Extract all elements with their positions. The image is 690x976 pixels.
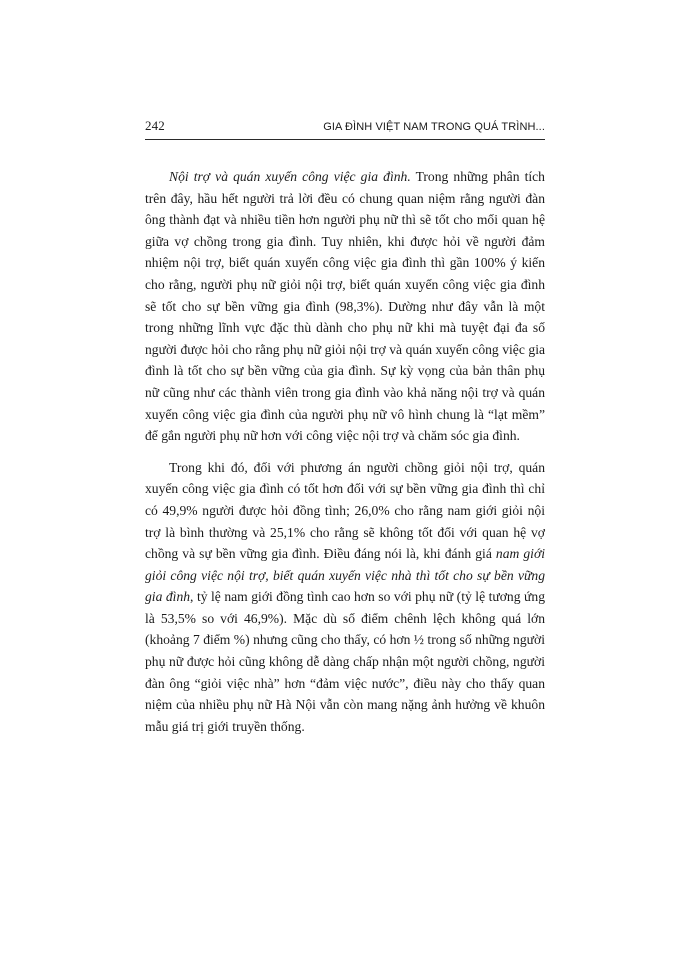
running-header — [145, 118, 545, 140]
paragraph-2-italic-phrase: nam giới giỏi công việc nội trợ, biết quán xuyến việc nhà thì tốt cho sự bền vững gia đình — [145, 546, 545, 605]
body-text — [145, 166, 545, 737]
page-number: 242 — [145, 118, 165, 133]
paragraph-1 — [145, 166, 545, 447]
paragraph-2-text-start: Trong khi đó, đối với phương án người chồng giỏi nội trợ, quán xuyến công việc gia đình có tốt hơn đối với sự bền vững gia đình thì chỉ có 49,9% người được hỏi đồng tình; 26,0% cho rằng nam giới giỏi nội trợ là bình thường và 25,1% cho rằng sẽ không tốt đối với quan hệ vợ chồng và sự bền vững gia đình. Điều đáng nói là, khi đánh giá — [145, 459, 545, 562]
paragraph-1-text: Trong những phân tích trên đây, hầu hết người trả lời đều có chung quan niệm rằng người đàn ông thành đạt và nhiều tiền hơn người phụ nữ thì sẽ tốt cho mối quan hệ giữa vợ chồng trong gia đình. Tuy nhiên, khi được hỏi về người đảm nhiệm nội trợ, biết quán xuyến công việc gia đình thì gần 100% ý kiến cho rằng, người phụ nữ giỏi nội trợ, biết quán xuyến công việc gia đình sẽ tốt cho sự bền vững gia đình (98,3%). Dường như đây vẫn là một trong những lĩnh vực đặc thù dành cho phụ nữ khi mà tuyệt đại đa số người được hỏi cho rằng phụ nữ giỏi nội trợ và quán xuyến công việc gia đình là tốt cho sự bền vững của gia đình. Sự kỳ vọng của bản thân phụ nữ cũng như các thành viên trong gia đình vào khả năng nội trợ và quán xuyến công việc gia đình của người phụ nữ vô hình chung là “lạt mềm” để gắn người phụ nữ hơn với công việc nội trợ và chăm sóc gia đình. — [145, 169, 545, 444]
running-title: GIA ĐÌNH VIỆT NAM TRONG QUÁ TRÌNH... — [323, 121, 545, 133]
section-lead-italic: Nội trợ và quán xuyến công việc gia đình. — [169, 169, 411, 184]
book-page — [145, 118, 545, 737]
paragraph-2 — [145, 457, 545, 738]
paragraph-2-text-end: , tỷ lệ nam giới đồng tình cao hơn so với phụ nữ (tỷ lệ tương ứng là 53,5% so với 46,9%). Mặc dù số điểm chênh lệch không quá lớn (khoảng 7 điểm %) nhưng cũng cho thấy, có hơn ½ trong số những người phụ nữ được hỏi cũng không dễ dàng chấp nhận một người chồng, người đàn ông “giỏi việc nhà” hơn “đảm việc nước”, điều này cho thấy quan niệm của nhiều phụ nữ Hà Nội vẫn còn mang nặng ảnh hưởng về khuôn mẫu giá trị giới truyền thống. — [145, 589, 545, 734]
